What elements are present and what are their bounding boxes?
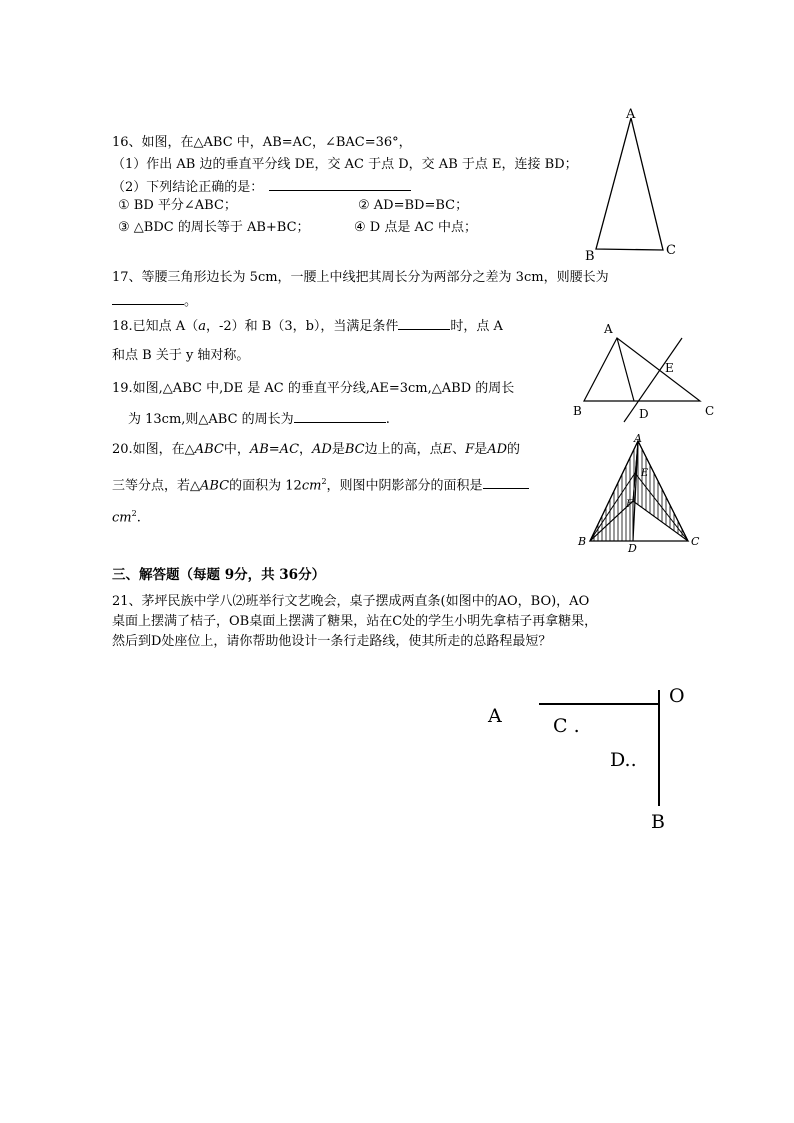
q21-label-c: C .	[553, 715, 580, 737]
q20-label-c: C	[691, 535, 700, 548]
q20-unit: cm	[112, 510, 132, 526]
q20-t6: 、	[452, 442, 466, 457]
q20-dot: .	[136, 510, 141, 526]
q21-line1: 21、茅坪民族中学八⑵班举行文艺晚会，桌子摆成两直条(如图中的AO，BO)，AO	[112, 594, 590, 609]
q20-label-a: A	[634, 432, 642, 445]
q21-label-o: O	[669, 685, 685, 707]
q16-option-2: ② AD=BD=BC；	[358, 198, 469, 213]
q20-t7: 是	[474, 442, 488, 457]
q20-sup: 2	[321, 477, 327, 486]
q19-label-c: C	[705, 404, 715, 418]
q19-label-d: D	[639, 407, 649, 421]
q16-option-3: ③ △BDC 的周长等于 AB+BC；	[118, 220, 310, 235]
q16-line1: 16、如图，在△ABC 中，AB=AC，∠BAC=36°，	[112, 135, 412, 150]
q20-abac: AB=AC	[249, 442, 300, 457]
q20-abc2: ABC	[200, 478, 230, 494]
q19-label-a: A	[604, 322, 613, 336]
q18-text-c: 时，点 A	[450, 319, 503, 334]
q20-abc: ABC	[194, 442, 224, 457]
q20-t5: 边上的高，点	[364, 442, 443, 457]
q20-label-d: D	[628, 542, 637, 555]
q20-sup2: 2	[131, 509, 137, 518]
q16-label-b: B	[585, 249, 595, 264]
section3-title: 三、解答题（每题 9分，共 36分）	[112, 567, 326, 583]
q18-text-a: 18.已知点 A（	[112, 319, 199, 334]
q17-end: 。	[184, 294, 198, 309]
q20-ad: AD	[312, 442, 332, 457]
q16-label-a: A	[626, 107, 636, 122]
q18-line2: 和点 B 关于 y 轴对称。	[112, 348, 250, 363]
q16-option-1: ① BD 平分∠ABC；	[118, 198, 237, 213]
q20-ad2: AD	[487, 442, 507, 457]
q20-t8: 的	[507, 442, 521, 457]
q20-t2: 中，	[223, 442, 250, 457]
q20-f: F	[465, 442, 475, 457]
q21-label-b: B	[651, 811, 665, 833]
q19-label-e: E	[665, 361, 674, 375]
q20-t4: 是	[331, 442, 345, 457]
q20-t11: ，则图中阴影部分的面积是	[326, 478, 483, 494]
q20-cm: cm	[301, 478, 322, 494]
q16-label-c: C	[666, 243, 676, 258]
q20-t3: ，	[299, 442, 313, 457]
q20-t9: 三等分点，若△	[112, 478, 200, 494]
q21-label-d: D..	[610, 749, 637, 771]
q19-label-b: B	[573, 404, 582, 418]
q21-line2: 桌面上摆满了桔子，OB桌面上摆满了糖果，站在C处的学生小明先拿桔子再拿糖果，	[112, 614, 598, 629]
q16-line2: （1）作出 AB 边的垂直平分线 DE，交 AC 于点 D，交 AB 于点 E，连接 BD；	[112, 157, 578, 172]
q20-label-e: E	[641, 468, 649, 479]
q19-text-b: .	[385, 412, 390, 427]
q21-label-a: A	[488, 705, 502, 727]
q20-e: E	[442, 442, 453, 457]
q18-var-a: a	[198, 319, 206, 334]
q21-line3: 然后到D处座位上，请你帮助他设计一条行走路线，使其所走的总路程最短？	[112, 634, 552, 649]
q19-line1: 19.如图,△ABC 中,DE 是 AC 的垂直平分线,AE=3cm,△ABD 的周长	[112, 381, 515, 396]
q20-bc: BC	[344, 442, 365, 457]
q20-t10: 的面积为 12	[229, 478, 302, 494]
q19-text-a: 为 13cm,则△ABC 的周长为	[128, 412, 294, 427]
q17-line1: 17、等腰三角形边长为 5cm，一腰上中线把其周长分为两部分之差为 3cm，则腰长为	[112, 270, 609, 285]
q18-text-b: ，-2）和 B（3，b），当满足条件	[205, 319, 399, 334]
q16-option-4: ④ D 点是 AC 中点；	[354, 220, 477, 235]
q20-label-f: F	[626, 499, 633, 510]
q20-t1: 20.如图，在△	[112, 442, 195, 457]
q20-label-b: B	[578, 535, 587, 548]
q16-line3-text: （2）下列结论正确的是：	[112, 180, 264, 195]
